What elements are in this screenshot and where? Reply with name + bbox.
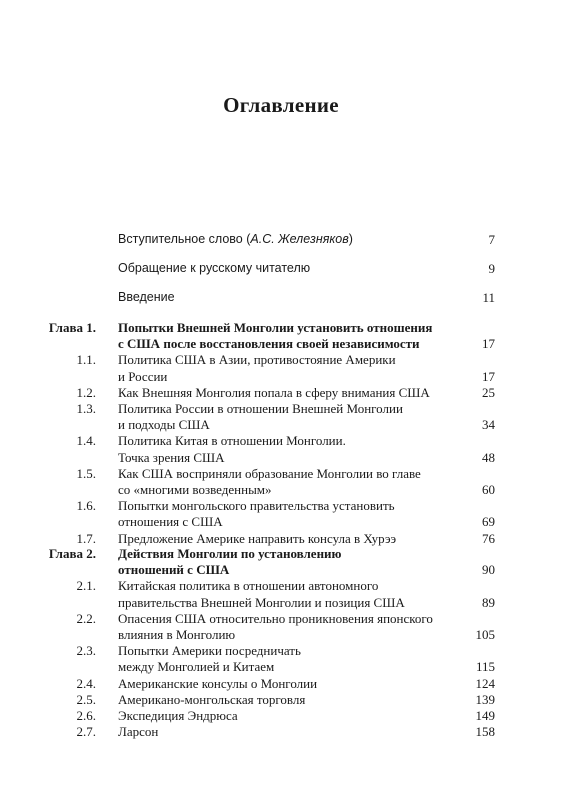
section-entry-line	[0, 610, 562, 627]
section-title: Точка зрения США	[118, 449, 225, 465]
section-title: правительства Внешней Монголии и позиция США	[118, 594, 405, 610]
section-entry-line	[0, 594, 562, 611]
page-number: 76	[482, 530, 495, 546]
section-number: 1.1.	[76, 352, 96, 368]
section-title: Как США восприняли образование Монголии во главе	[118, 465, 421, 481]
entry-title	[118, 231, 353, 248]
section-entry-line	[0, 432, 562, 449]
section-entry-line	[0, 481, 562, 498]
chapter-heading-line	[0, 545, 562, 562]
page-number: 25	[482, 384, 495, 400]
section-entry-line	[0, 351, 562, 368]
section-entry-line	[0, 577, 562, 594]
page-number: 9	[488, 261, 495, 276]
section-number: 2.5.	[76, 691, 96, 707]
section-title: Предложение Америке направить консула в Хурээ	[118, 530, 397, 546]
section-number: 1.6.	[76, 498, 96, 514]
chapter-heading-line	[0, 561, 562, 578]
section-entry-line	[0, 416, 562, 433]
chapter-label: Глава 1.	[48, 320, 96, 335]
section-title: со «многими возведенным»	[118, 482, 272, 497]
chapter-heading-line	[0, 319, 562, 336]
page-title: Оглавление	[223, 93, 339, 117]
section-title: Попытки монгольского правительства установить	[118, 498, 395, 514]
entry-title: Обращение к русскому читателю	[118, 261, 311, 275]
section-title: отношения с США	[118, 514, 223, 530]
section-number: 1.2.	[76, 384, 96, 400]
page-number: 60	[482, 482, 495, 497]
page-number: 115	[475, 659, 495, 675]
section-entry-line	[0, 658, 562, 675]
toc-front-entry	[0, 289, 562, 306]
page-number: 7	[488, 232, 495, 247]
section-number: 2.3.	[76, 643, 96, 659]
section-title: Ларсон	[118, 724, 159, 740]
section-number: 1.4.	[76, 433, 96, 449]
section-number: 2.4.	[76, 675, 96, 691]
section-entry-line	[0, 400, 562, 417]
section-title: влияния в Монголию	[118, 627, 236, 642]
section-title: и России	[118, 368, 168, 384]
section-entry-line	[0, 465, 562, 482]
page-number: 11	[482, 290, 495, 305]
section-number: 1.5.	[76, 465, 96, 481]
page-number: 139	[475, 691, 495, 707]
section-title: Политика США в Азии, противостояние Америки	[118, 352, 396, 368]
page-number: 158	[475, 724, 495, 740]
section-entry-line	[0, 368, 562, 385]
chapter-title: с США после восстановления своей независимости	[118, 336, 420, 352]
section-number: 1.7.	[76, 530, 96, 546]
section-entry-line	[0, 691, 562, 708]
section-title: и подходы США	[118, 417, 210, 433]
section-title: Политика Китая в отношении Монголии.	[118, 433, 346, 449]
section-number: 2.6.	[76, 708, 96, 723]
page-number: 69	[482, 514, 495, 530]
section-number: 2.7.	[76, 724, 96, 740]
section-entry-line	[0, 384, 562, 401]
section-entry-line	[0, 626, 562, 643]
page-number: 17	[482, 368, 495, 384]
section-entry-line	[0, 675, 562, 692]
chapter-title: Попытки Внешней Монголии установить отношения	[118, 320, 433, 335]
page-number: 89	[482, 594, 495, 610]
entry-title-after: )	[348, 232, 353, 246]
section-title: между Монголией и Китаем	[118, 659, 275, 675]
entry-title-before: Вступительное слово (	[118, 232, 251, 246]
section-title: Китайская политика в отношении автономного	[118, 578, 379, 594]
entry-title: Введение	[118, 290, 175, 304]
section-entry-line	[0, 513, 562, 530]
section-entry-line	[0, 723, 562, 740]
chapter-title: отношений с США	[118, 562, 230, 578]
section-title: Опасения США относительно проникновения японского	[118, 610, 433, 626]
page-number: 90	[482, 562, 495, 578]
page-number: 34	[482, 417, 495, 433]
toc-front-entry	[0, 260, 562, 277]
page-number: 149	[475, 708, 495, 723]
chapter-title: Действия Монголии по установлению	[118, 546, 342, 561]
section-entry-line	[0, 707, 562, 724]
section-title: Как Внешняя Монголия попала в сферу внимания США	[118, 384, 430, 400]
section-entry-line	[0, 642, 562, 659]
entry-title-parts	[118, 232, 353, 246]
page-number: 48	[482, 449, 495, 465]
page-number: 105	[475, 627, 495, 642]
chapter-heading-line	[0, 335, 562, 352]
page-number: 124	[475, 675, 495, 691]
section-entry-line	[0, 449, 562, 466]
section-number: 1.3.	[76, 401, 96, 416]
section-title: Американские консулы о Монголии	[118, 675, 318, 691]
section-entry-line	[0, 497, 562, 514]
chapter-label: Глава 2.	[48, 546, 96, 561]
section-title: Американо-монгольская торговля	[118, 691, 306, 707]
entry-title-author: А.С. Железняков	[250, 232, 349, 246]
toc-front-entry	[0, 231, 562, 248]
page-number: 17	[482, 336, 495, 352]
section-title: Экспедиция Эндрюса	[118, 708, 238, 723]
section-title: Попытки Америки посредничать	[118, 643, 301, 659]
section-number: 2.2.	[76, 610, 96, 626]
section-number: 2.1.	[76, 578, 96, 594]
section-title: Политика России в отношении Внешней Монголии	[118, 401, 403, 416]
